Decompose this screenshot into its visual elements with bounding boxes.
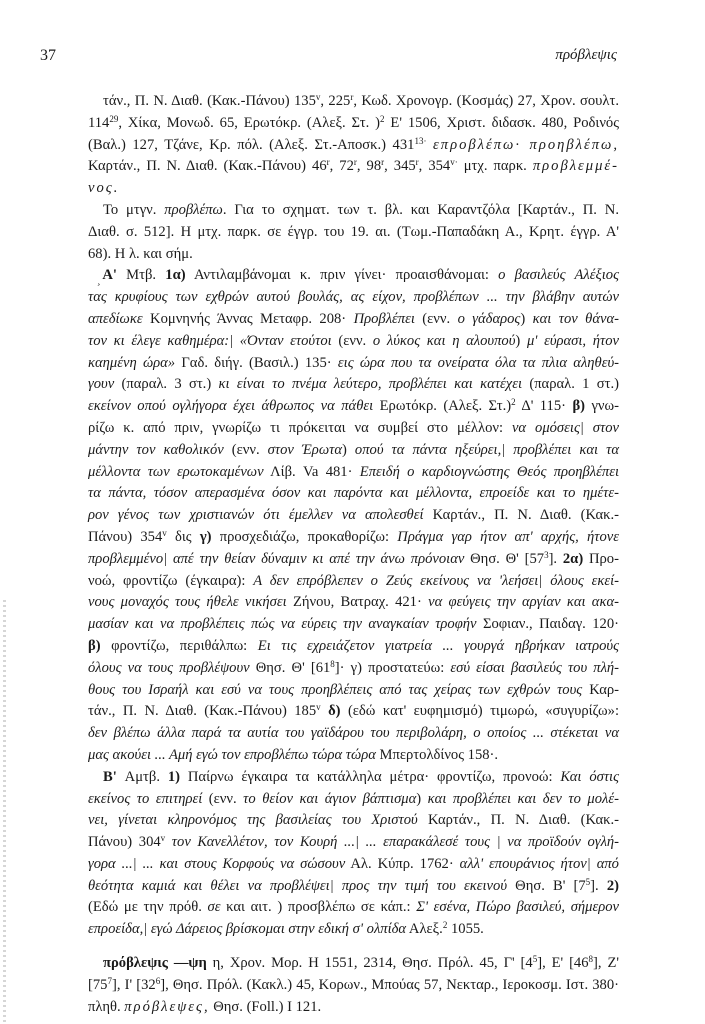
quotation-text: εσύ είσαι βασιλεύς του πλή- <box>450 659 620 676</box>
text: μτχ. παρκ. <box>457 158 533 175</box>
text: Θησ. Β' [7 <box>507 877 586 894</box>
superscript: v <box>315 92 321 102</box>
superscript: v· <box>450 157 458 168</box>
paragraph <box>88 953 619 1018</box>
bold-text: 2) <box>606 877 619 894</box>
text <box>321 703 328 719</box>
text: ) <box>515 332 527 349</box>
text: (ενν. <box>223 441 268 458</box>
quotation-text: επροβλέπω· προηβλέπω, <box>433 136 619 153</box>
text-line <box>88 723 619 745</box>
quotation-text: καημένη ώρα» <box>88 354 176 371</box>
text-line <box>88 527 619 549</box>
text: προσχεδιάζω, προκαθορίζω: <box>211 528 398 545</box>
quotation-text: να φεύγεις την αργίαν και ακα- <box>428 594 619 611</box>
text-line <box>88 200 619 222</box>
quotation-text: νους μοναχός τους ήθελε νικήσει <box>88 594 287 611</box>
quotation-text: όλους να τους προβλέψουν <box>88 659 250 676</box>
text: (ενν. <box>414 310 458 327</box>
quotation-text: τας κρυφίους των εχθρών αυτού βουλάς, ας είχον, προβλέπων ... την βλάβην αυτών <box>88 289 619 306</box>
quotation-text: δεν βλέπω άλλα παρά τα αυτία του γαϊδάρου του περιβολάρη, ο οποίος ... στέκεται να <box>88 725 619 742</box>
text: ]· γ) προστατεύω: <box>334 659 451 676</box>
text: Γαδ. διήγ. (Βασιλ.) 135· <box>175 354 338 371</box>
text-line <box>88 222 619 244</box>
text-line <box>88 265 619 287</box>
text: Κομνηνής Άννας Μεταφρ. 208· <box>142 310 354 327</box>
text: τάν., Π. Ν. Διαθ. (Κακ.-Πάνου) 185 <box>88 703 317 720</box>
text-line <box>88 658 619 680</box>
text: ], Ι' [32 <box>111 976 156 993</box>
text: (παραλ. 3 στ.) <box>114 376 219 393</box>
running-head: πρόβλεψις <box>555 47 617 63</box>
bold-text: 1) <box>167 768 181 785</box>
text-line <box>88 287 619 309</box>
bold-text: 1α) <box>165 267 186 284</box>
quotation-text: μέλλοντα των ερωτοκαμένων <box>88 463 264 480</box>
text-line <box>88 483 619 505</box>
text: , 225 <box>320 93 351 109</box>
quotation-text: μάντην τον καθολικόν <box>88 441 224 458</box>
quotation-text: να ομόσεις| στον <box>511 419 619 436</box>
quotation-text: σε <box>207 899 221 916</box>
quotation-text: εις ώρα που τα ονείρατα όλα τα πλια αληθεύ- <box>337 354 620 371</box>
quotation-text: ρον γένος των χριστιανών ότι έμελλεν να απολεσθεί <box>88 507 424 524</box>
quotation-text: προβλέπω <box>164 201 223 218</box>
text: η, Χρον. Μορ. Η 1551, 2314, Θησ. Πρόλ. 45, Γ' [4 <box>206 955 533 972</box>
text: Σοφιαν., Παιδαγ. 120· <box>476 616 619 633</box>
paragraph <box>88 265 619 766</box>
text-line <box>88 789 619 811</box>
text-line <box>88 975 619 997</box>
text-line <box>88 462 619 484</box>
quotation-text: προβλεμμέ- <box>532 158 620 175</box>
text-line <box>88 244 619 266</box>
text-line <box>88 505 619 527</box>
text: Ερωτόκρ. (Αλεξ. Στ.) <box>373 398 512 415</box>
superscript: 2 <box>511 397 516 408</box>
quotation-text: και τον θάνα- <box>532 310 620 327</box>
text-line <box>88 309 619 331</box>
text: Παίρνω έγκαιρα τα κατάλληλα μέτρα· φροντίζω, προνοώ: <box>180 768 561 785</box>
text: ) <box>416 790 428 807</box>
text: 68). Η λ. και σήμ. <box>88 245 193 262</box>
paragraph <box>88 767 619 941</box>
text-line <box>88 919 619 941</box>
text-line <box>88 571 619 593</box>
text: Πάνου) 354 <box>88 528 163 545</box>
superscript: 2 <box>380 113 385 124</box>
text: (Βαλ.) 127, Τζάνε, Κρ. πόλ. (Αλεξ. Στ.-Αποσκ.) 431 <box>88 136 415 153</box>
text: [75 <box>88 976 108 993</box>
text: τάν., Π. Ν. Διαθ. (Κακ.-Πάνου) 135 <box>103 93 316 109</box>
text: . Για το σχηματ. των τ. βλ. και Καραντζόλα [Καρτάν., Π. Ν. <box>222 201 619 218</box>
text: γνω- <box>585 398 619 415</box>
text-line <box>88 135 619 157</box>
quotation-text: Και όστις <box>560 768 620 785</box>
text: Καρ- <box>582 681 619 698</box>
text: 114 <box>88 114 110 131</box>
quotation-text: ο λύκος και η αλουπού <box>372 332 516 349</box>
superscript: 3 <box>544 549 549 560</box>
text: ]. <box>548 550 563 567</box>
quotation-text: το θείον και άγιον βάπτισμα <box>243 790 417 807</box>
text: Προ- <box>583 550 619 567</box>
bold-text: δ) <box>328 703 341 720</box>
quotation-text: προβλεμμένο| απέ την θείαν δύναμιν κι απέ την άνω πρόνοιαν <box>88 550 465 567</box>
text-line <box>88 636 619 658</box>
text-line <box>88 701 619 723</box>
text: Το μτγν. <box>103 201 165 218</box>
text: , 354 <box>418 158 451 175</box>
bold-text: β) <box>572 398 586 415</box>
text: ], Θησ. Πρόλ. (Κακλ.) 45, Κορων., Μπούας 57, Νεκταρ., Ιεροκοσμ. Ιστ. 380· <box>160 976 619 993</box>
text: πληθ. <box>88 998 125 1015</box>
quotation-text: ο βασιλεύς Αλέξιος <box>498 267 619 284</box>
superscript: 7 <box>107 975 112 986</box>
quotation-text: θους του Ισραήλ και εσύ να τους προηβλέπεις από τας χείρας των εχθρών τους <box>88 681 583 698</box>
text: ) <box>520 310 533 327</box>
text: , 345 <box>384 158 416 175</box>
quotation-text: μας ακούει ... Αμή εγώ τον επροβλέπω τώρα τώρα <box>88 746 376 763</box>
text-line <box>88 953 619 975</box>
quotation-text: Προβλέπει <box>353 310 415 327</box>
quotation-text: οπού τα πάντα ηξεύρει,| προβλέπει και τα <box>354 441 620 458</box>
superscript: 6 <box>155 975 161 986</box>
quotation-text: γουν <box>88 376 115 393</box>
text-line <box>88 396 619 418</box>
text: Πάνου) 304 <box>88 834 161 851</box>
text: Καρτάν., Π. Ν. Διαθ. (Κακ.-Πάνου) 46 <box>88 158 327 175</box>
quotation-text: θεότητα καμιά και θέλει να προβλέψει| προς την τιμή του εκεινού <box>88 877 508 894</box>
text: 1055. <box>447 921 484 938</box>
text: Λίβ. Va 481· <box>263 463 360 480</box>
quotation-text: κι είναι το πνέμα λεύτερο, προβλέπει και κατέχει <box>218 376 523 393</box>
quotation-text: νος. <box>88 180 120 197</box>
text: ], Ε' [46 <box>537 955 589 972</box>
superscript: r <box>326 157 330 168</box>
text: Καρτάν., Π. Ν. Διαθ. (Κακ.- <box>423 507 619 524</box>
superscript: 8 <box>330 658 335 669</box>
paragraph <box>88 200 619 265</box>
quotation-text: Πράγμα γαρ ήτον απ' αρχής, ήτονε <box>397 528 619 545</box>
text: (παραλ. 1 στ.) <box>522 376 619 393</box>
superscript: 5 <box>532 954 538 965</box>
paragraph <box>88 91 619 200</box>
bold-text: 2α) <box>562 550 584 567</box>
text-line <box>88 418 619 440</box>
text <box>165 834 172 850</box>
quotation-text: τον Κανελλέτον, τον Κουρή ...| ... επαρακάλεσέ τους | να προϊδούν ογλή- <box>171 834 619 851</box>
quotation-text: τα πάντα, τόσον απερασμένα όσον και παρόντα και μέλλοντα, επροείδε και το ημέτε- <box>88 485 619 502</box>
text: , Χίκα, Μονωδ. 65, Ερωτόκρ. (Αλεξ. Στ. ) <box>118 114 381 131</box>
superscript: 8 <box>588 954 594 965</box>
superscript: v <box>316 702 321 713</box>
superscript: r <box>353 157 357 168</box>
superscript: v <box>160 833 166 844</box>
text: Αλεξ. <box>406 921 443 938</box>
quotation-text: Α δεν επρόβλεπεν ο Ζεύς εκείνους να 'λεήσει| όλους εκεί- <box>253 572 619 589</box>
quotation-text: Επειδή ο καρδιογνώστης Θεός προηβλέπει <box>359 463 619 480</box>
text: Θησ. (Foll.) Ι 121. <box>209 998 322 1015</box>
quotation-text: επροείδα,| εγώ Δάρειος βρίσκομαι στην εδική σ' ολπίδα <box>88 921 407 938</box>
superscript: v <box>162 527 167 538</box>
quotation-text: νει, γίνεται κληρονόμος της βασιλείας του Χριστού <box>88 812 418 829</box>
text-line <box>88 832 619 854</box>
text-line <box>88 549 619 571</box>
text: Θησ. Θ' [57 <box>464 550 545 567</box>
superscript: 13· <box>414 135 427 146</box>
text-line <box>88 178 619 200</box>
quotation-text: και προβλέπει και δεν το μολέ- <box>427 790 619 807</box>
text-line <box>88 113 619 135</box>
text: , Κωδ. Χρονογρ. (Κοσμάς) 27, Χρον. σουλτ. <box>353 93 619 109</box>
bold-text: Β' <box>103 768 125 785</box>
scan-binding-edge <box>3 600 6 1024</box>
margin-mark: ¸ <box>97 275 101 287</box>
superscript: 5 <box>585 876 591 887</box>
text: Δ' 115· <box>515 398 573 415</box>
text: Θησ. Θ' [61 <box>249 659 331 676</box>
text: και αιτ. ) προσβλέπω σε κάπ.: <box>220 899 417 916</box>
text: νοώ, φροντίζω (έγκαιρα): <box>88 572 254 589</box>
dictionary-entry-text <box>88 91 619 1018</box>
quotation-text: μ' εύρασι, ήτον <box>526 332 619 349</box>
text-line <box>88 810 619 832</box>
text-line <box>88 353 619 375</box>
text: δις <box>166 528 200 545</box>
bold-text: β) <box>88 637 101 654</box>
text: Διαθ. σ. 512]. Η μτχ. παρκ. σε έγγρ. του 19. αι. (Τωμ.-Παπαδάκη Α., Κρητ. έγγρ. Α' <box>88 223 619 240</box>
bold-text: πρόβλεψις —ψη <box>103 955 207 972</box>
text: Μπερτολδίνος 158·. <box>375 746 499 763</box>
quotation-text: αλλ' επουράνιος ήτον| από <box>459 855 619 872</box>
superscript: r <box>350 92 354 102</box>
superscript: r <box>415 157 419 168</box>
quotation-text: πρόβλεψες, <box>124 998 210 1015</box>
text: (ενν. <box>202 790 244 807</box>
text-line <box>88 876 619 898</box>
text: (ενν. <box>331 332 373 349</box>
text-line <box>88 854 619 876</box>
text: ], Ζ' <box>593 955 619 972</box>
text-line <box>88 614 619 636</box>
text: ]. <box>590 877 607 894</box>
quotation-text: ο γάδαρος <box>457 310 521 327</box>
quotation-text: στον Έρωτα <box>267 441 343 458</box>
text: Αντιλαμβάνομαι κ. πριν γίνει· προαισθάνομαι: <box>185 267 499 284</box>
page-number: 37 <box>40 47 56 64</box>
text: ρίζω κ. από πριν, γνωρίζω τι πρόκειται να συμβεί στο μέλλον: <box>88 419 512 436</box>
text: φροντίζω, περιθάλπω: <box>100 637 258 654</box>
text: Ε' 1506, Χριστ. διδασκ. 480, Ροδινός <box>384 114 619 131</box>
quotation-text: εκείνος το επιτηρεί <box>88 790 203 807</box>
text-line <box>88 745 619 767</box>
text: (Εδώ με την πρόθ. <box>88 899 208 916</box>
superscript: 2 <box>442 920 448 931</box>
bold-text: Α' <box>102 267 127 284</box>
quotation-text: απεδίωκε <box>88 310 143 327</box>
text-line <box>88 680 619 702</box>
quotation-text: τον κι έλεγε καθημέρα:| «Όνταν ετούτοι <box>88 332 332 349</box>
text-line <box>88 997 619 1019</box>
text: Αλ. Κύπρ. 1762· <box>345 855 460 872</box>
text-line <box>88 897 619 919</box>
superscript: 29 <box>109 113 119 124</box>
text: (εδώ κατ' ευφημισμό) τιμωρώ, «συγυρίζω»: <box>340 703 619 720</box>
text-line <box>88 767 619 789</box>
superscript: r <box>381 157 385 168</box>
text: , 98 <box>356 158 382 175</box>
text: Αμτβ. <box>124 768 168 785</box>
text: Καρτάν., Π. Ν. Διαθ. (Κακ.- <box>417 812 620 829</box>
text: ) <box>342 441 355 458</box>
text-line <box>88 156 619 178</box>
text-line <box>88 592 619 614</box>
text-line <box>88 331 619 353</box>
text: Ζήνου, Βατραχ. 421· <box>286 594 429 611</box>
quotation-text: Σ' εσένα, Πώρο βασιλεύ, σήμερον <box>416 899 620 916</box>
quotation-text: γορα ...| ... και στους Κορφούς να σώσουν <box>88 855 346 872</box>
quotation-text: Ει τις εχρειάζετον γιατρεία ... γουργά ηβρήκαν ιατρούς <box>257 637 619 654</box>
text: Μτβ. <box>126 267 166 284</box>
quotation-text: μασίαν και να προβλέπεις πώς να εύρεις την αναγκαίαν τροφήν <box>88 616 477 633</box>
text-line <box>88 374 619 396</box>
quotation-text: εκείνον οπού ογλήγορα έχει άθρωπος να πάθει <box>88 398 374 415</box>
text-line <box>88 91 619 113</box>
text: , 72 <box>329 158 354 175</box>
bold-text: γ) <box>199 528 212 545</box>
text-line <box>88 440 619 462</box>
